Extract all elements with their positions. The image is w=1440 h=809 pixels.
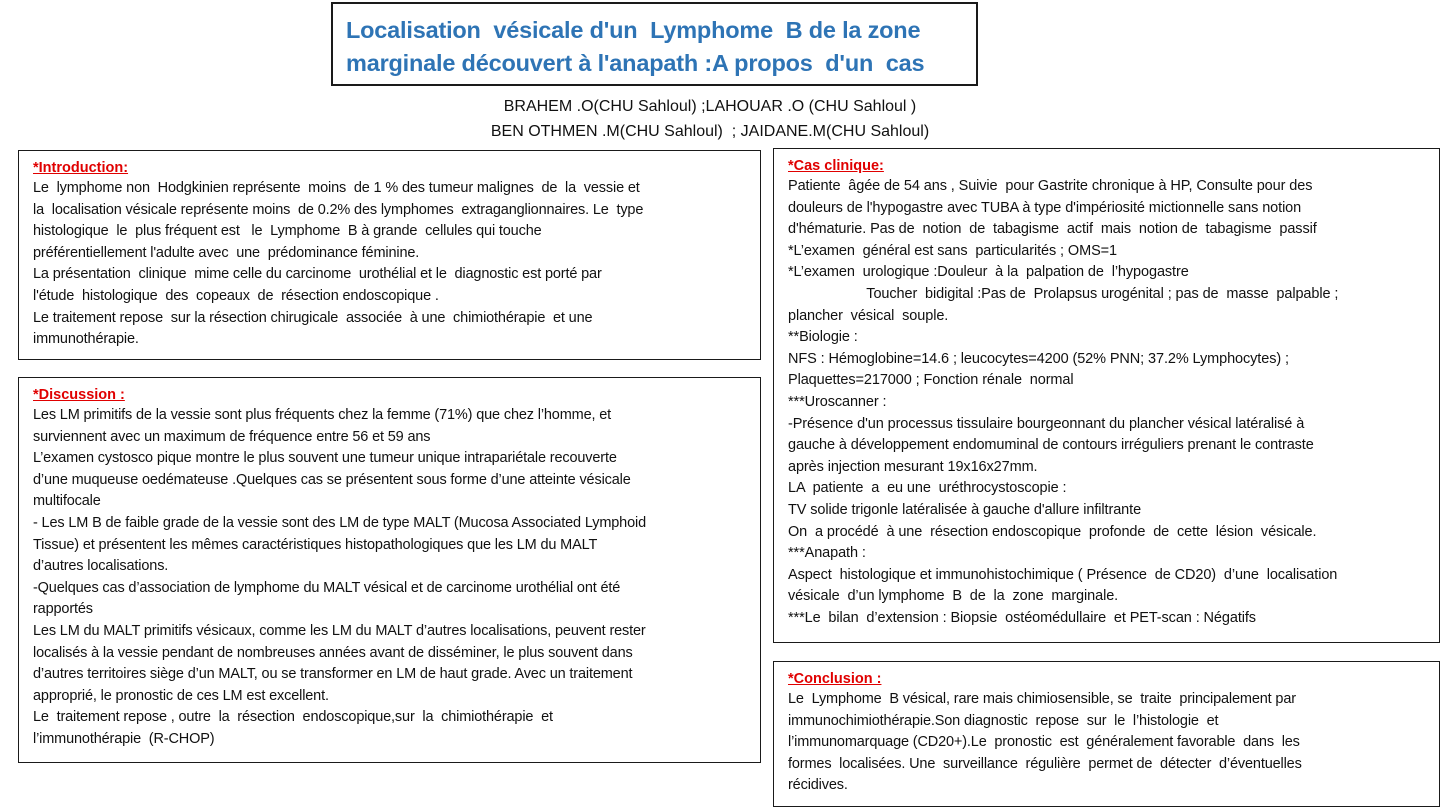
discussion-line: multifocale (33, 493, 101, 510)
introduction-line: Le lymphome non Hodgkinien représente moins de 1 % des tumeur malignes de la vessie et (33, 180, 640, 196)
cas-clinique-line: *L’examen général est sans particularités ; OMS=1 (788, 242, 1117, 259)
introduction-line: immunothérapie. (33, 331, 139, 348)
conclusion-line: Le Lymphome B vésical, rare mais chimiosensible, se traite principalement par (788, 691, 1296, 707)
discussion-line: L’examen cystosco pique montre le plus souvent une tumeur unique intrapariétale recouverte (33, 450, 617, 467)
introduction-line: l'étude histologique des copeaux de résection endoscopique . (33, 287, 439, 304)
conclusion-heading: *Conclusion : (788, 671, 882, 687)
cas-clinique-line: gauche à développement endomuminal de contours irréguliers prenant le contraste (788, 437, 1314, 454)
conclusion-line: formes localisées. Une surveillance régulière permet de détecter d’éventuelles (788, 755, 1302, 772)
authors-block (330, 94, 1090, 144)
authors-line-1: BRAHEM .O(CHU Sahloul) ;LAHOUAR .O (CHU Sahloul ) (503, 98, 917, 115)
introduction-heading: *Introduction: (33, 160, 129, 176)
introduction-line: La présentation clinique mime celle du carcinome urothélial et le diagnostic est porté par (33, 266, 602, 283)
cas-clinique-line: LA patiente a eu une uréthrocystoscopie : (788, 480, 1067, 497)
discussion-section (18, 377, 761, 763)
discussion-line: Le traitement repose , outre la résection endoscopique,sur la chimiothérapie et (33, 709, 553, 726)
poster-title-line-2: marginale découvert à l'anapath :A propos d'un cas (346, 50, 925, 76)
conclusion-line: l’immunomarquage (CD20+).Le pronostic est généralement favorable dans les (788, 734, 1300, 751)
cas-clinique-heading: *Cas clinique: (788, 158, 884, 174)
discussion-line: l’immunothérapie (R-CHOP) (33, 730, 215, 747)
cas-clinique-line: ***Le bilan d’extension : Biopsie ostéomédullaire et PET-scan : Négatifs (788, 609, 1256, 626)
discussion-line: localisés à la vessie pendant de nombreuses années avant de disséminer, le plus souvent dans (33, 644, 633, 661)
discussion-line: Les LM primitifs de la vessie sont plus fréquents chez la femme (71%) que chez l’homme, et (33, 407, 612, 423)
introduction-line: histologique le plus fréquent est le Lymphome B à grande cellules qui touche (33, 223, 542, 240)
discussion-line: rapportés (33, 601, 93, 618)
discussion-line: -Quelques cas d’association de lymphome du MALT vésical et de carcinome urothélial ont été (33, 579, 621, 596)
discussion-line: Les LM du MALT primitifs vésicaux, comme les LM du MALT d’autres localisations, peuvent rester (33, 622, 646, 639)
discussion-line: approprié, le pronostic de ces LM est excellent. (33, 687, 329, 704)
cas-clinique-line: Patiente âgée de 54 ans , Suivie pour Gastrite chronique à HP, Consulte pour des (788, 178, 1313, 194)
cas-clinique-line: Aspect histologique et immunohistochimique ( Présence de CD20) d’une localisation (788, 566, 1338, 583)
discussion-line: d’autres localisations. (33, 558, 169, 575)
introduction-line: préférentiellement l'adulte avec une prédominance féminine. (33, 244, 420, 261)
conclusion-line: immunochimiothérapie.Son diagnostic repose sur le l’histologie et (788, 712, 1219, 729)
poster-title-line-1: Localisation vésicale d'un Lymphome B de la zone (346, 17, 921, 43)
cas-clinique-line: *L’examen urologique :Douleur à la palpation de l’hypogastre (788, 264, 1189, 281)
conclusion-line: récidives. (788, 777, 848, 794)
cas-clinique-line: vésicale d’un lymphome B de la zone marginale. (788, 588, 1119, 605)
discussion-line: d’une muqueuse oedémateuse .Quelques cas se présentent sous forme d’une atteinte vésicale (33, 471, 631, 488)
cas-clinique-line: plancher vésical souple. (788, 307, 949, 324)
conclusion-section (773, 661, 1440, 807)
discussion-line: - Les LM B de faible grade de la vessie sont des LM de type MALT (Mucosa Associated Lymphoid (33, 514, 646, 531)
cas-clinique-line: **Biologie : (788, 329, 858, 346)
cas-clinique-line: TV solide trigonle latéralisée à gauche d'allure infiltrante (788, 501, 1142, 518)
cas-clinique-line: On a procédé à une résection endoscopique profonde de cette lésion vésicale. (788, 523, 1317, 540)
cas-clinique-line: douleurs de l'hypogastre avec TUBA à type d'impériosité mictionnelle sans notion (788, 199, 1302, 216)
cas-clinique-section (773, 148, 1440, 643)
cas-clinique-line: Toucher bidigital :Pas de Prolapsus urogénital ; pas de masse palpable ; (788, 285, 1339, 302)
discussion-line: d’autres territoires siège d’un MALT, ou se transformer en LM de haut grade. Avec un traitement (33, 666, 633, 683)
cas-clinique-line: ***Anapath : (788, 545, 866, 562)
cas-clinique-line: d'hématurie. Pas de notion de tabagisme actif mais notion de tabagisme passif (788, 221, 1317, 238)
discussion-line: Tissue) et présentent les mêmes caractéristiques histopathologiques que les LM du MALT (33, 536, 598, 553)
discussion-heading: *Discussion : (33, 387, 125, 403)
authors-line-2: BEN OTHMEN .M(CHU Sahloul) ; JAIDANE.M(CHU Sahloul) (490, 123, 930, 140)
introduction-line: Le traitement repose sur la résection chirugicale associée à une chimiothérapie et une (33, 309, 593, 326)
introduction-line: la localisation vésicale représente moins de 0.2% des lymphomes extraganglionnaires. Le type (33, 201, 644, 218)
cas-clinique-line: -Présence d'un processus tissulaire bourgeonnant du plancher vésical latéralisé à (788, 415, 1305, 432)
cas-clinique-line: après injection mesurant 19x16x27mm. (788, 458, 1038, 475)
poster-title-box (331, 2, 978, 86)
discussion-line: surviennent avec un maximum de fréquence entre 56 et 59 ans (33, 428, 431, 445)
introduction-section (18, 150, 761, 360)
cas-clinique-line: NFS : Hémoglobine=14.6 ; leucocytes=4200 (52% PNN; 37.2% Lymphocytes) ; (788, 350, 1289, 367)
cas-clinique-line: ***Uroscanner : (788, 393, 887, 410)
cas-clinique-line: Plaquettes=217000 ; Fonction rénale normal (788, 372, 1074, 389)
